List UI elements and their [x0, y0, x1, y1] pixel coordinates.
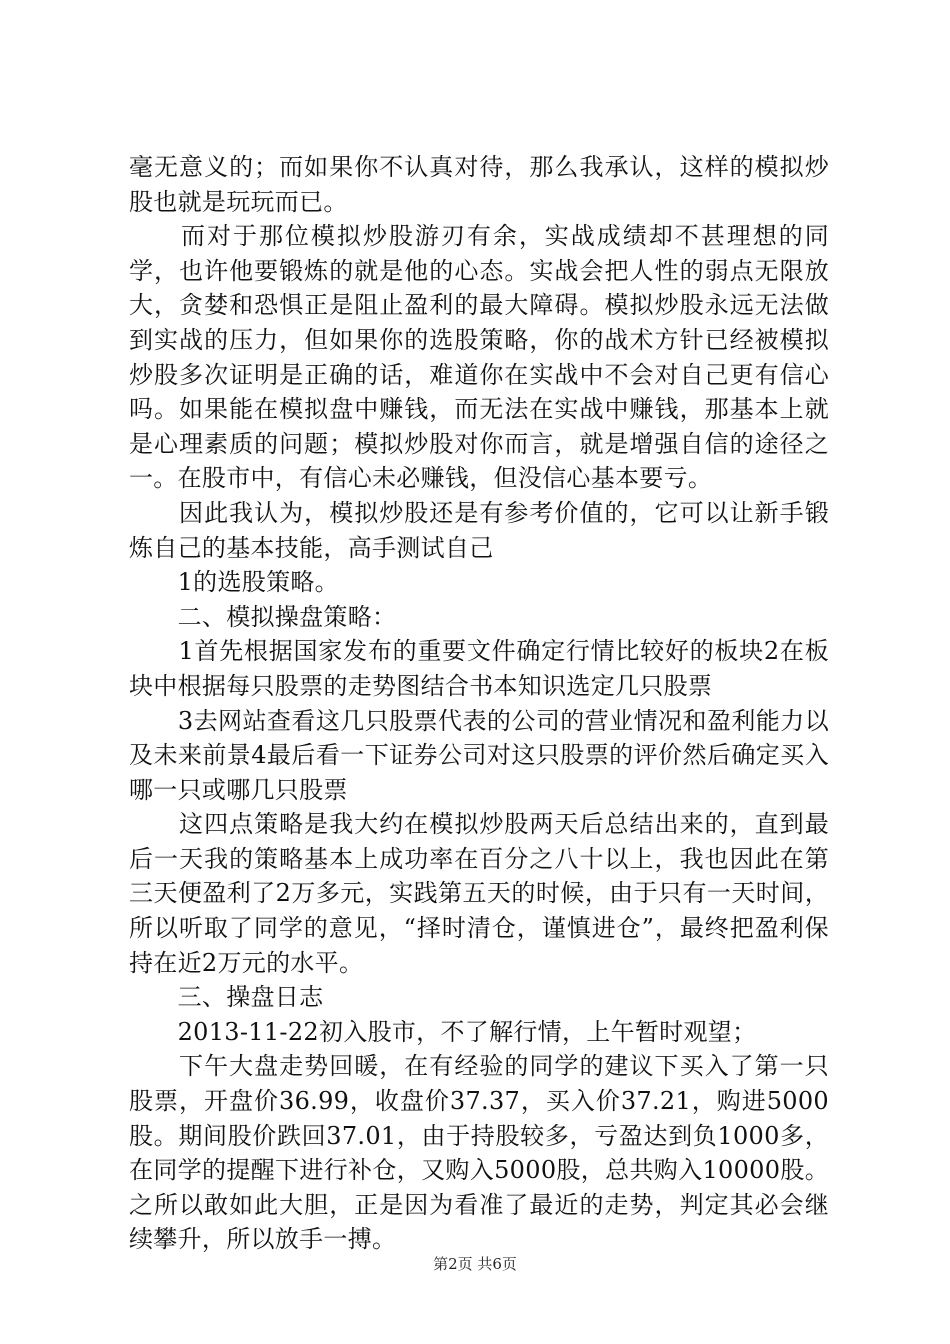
paragraph: 2013-11-22初入股市，不了解行情，上午暂时观望；: [129, 1017, 757, 1046]
paragraph: 而对于那位模拟炒股游刃有余，实战成绩却不甚理想的同学，也许他要锻炼的就是他的心态。实战会把人性的弱点无限放大，贪婪和恐惧正是阻止盈利的最大障碍。模拟炒股永远无法做到实战的压力，但如果你的选股策略，你的战术方针已经被模拟炒股多次证明是正确的话，难道你在实战中不会对自己更有信心吗。如果能在模拟盘中赚钱，而无法在实战中赚钱，那基本上就是心理素质的问题；模拟炒股对你而言，就是增强自信的途径之一。在股市中，有信心未必赚钱，但没信心基本要亏。: [129, 222, 829, 493]
paragraph: 下午大盘走势回暖，在有经验的同学的建议下买入了第一只股票，开盘价36.99，收盘价37.37，买入价37.21，购进5000股。期间股价跌回37.01，由于持股较多，亏盈达到负1000多，在同学的提醒下进行补仓，又购入5000股，总共购入10000股。之所以敢如此大胆，正是因为看准了最近的走势，判定其必会继续攀升，所以放手一搏。: [129, 1052, 829, 1254]
paragraph: 因此我认为，模拟炒股还是有参考价值的，它可以让新手锻炼自己的基本技能，高手测试自己: [129, 498, 829, 562]
section-heading: 三、操盘日志: [129, 983, 324, 1012]
paragraph: 1首先根据国家发布的重要文件确定行情比较好的板块2在板块中根据每只股票的走势图结合书本知识选定几只股票: [129, 637, 829, 700]
paragraph: 这四点策略是我大约在模拟炒股两天后总结出来的，直到最后一天我的策略基本上成功率在百分之八十以上，我也因此在第三天便盈利了2万多元，实践第五天的时候，由于只有一天时间，所以听取了同学的意见，“择时清仓，谨慎进仓”，最终把盈利保持在近2万元的水平。: [129, 810, 829, 977]
section-heading: 二、模拟操盘策略：: [129, 602, 397, 631]
paragraph: 1的选股策略。: [129, 568, 339, 597]
paragraph: 毫无意义的；而如果你不认真对待，那么我承认，这样的模拟炒股也就是玩玩而已。: [129, 153, 829, 216]
body-text: [129, 150, 829, 1257]
page-number: 第2页 共6页: [433, 1255, 517, 1273]
paragraph: 3去网站查看这几只股票代表的公司的营业情况和盈利能力以及未来前景4最后看一下证券公司对这只股票的评价然后确定买入哪一只或哪几只股票: [129, 706, 829, 804]
